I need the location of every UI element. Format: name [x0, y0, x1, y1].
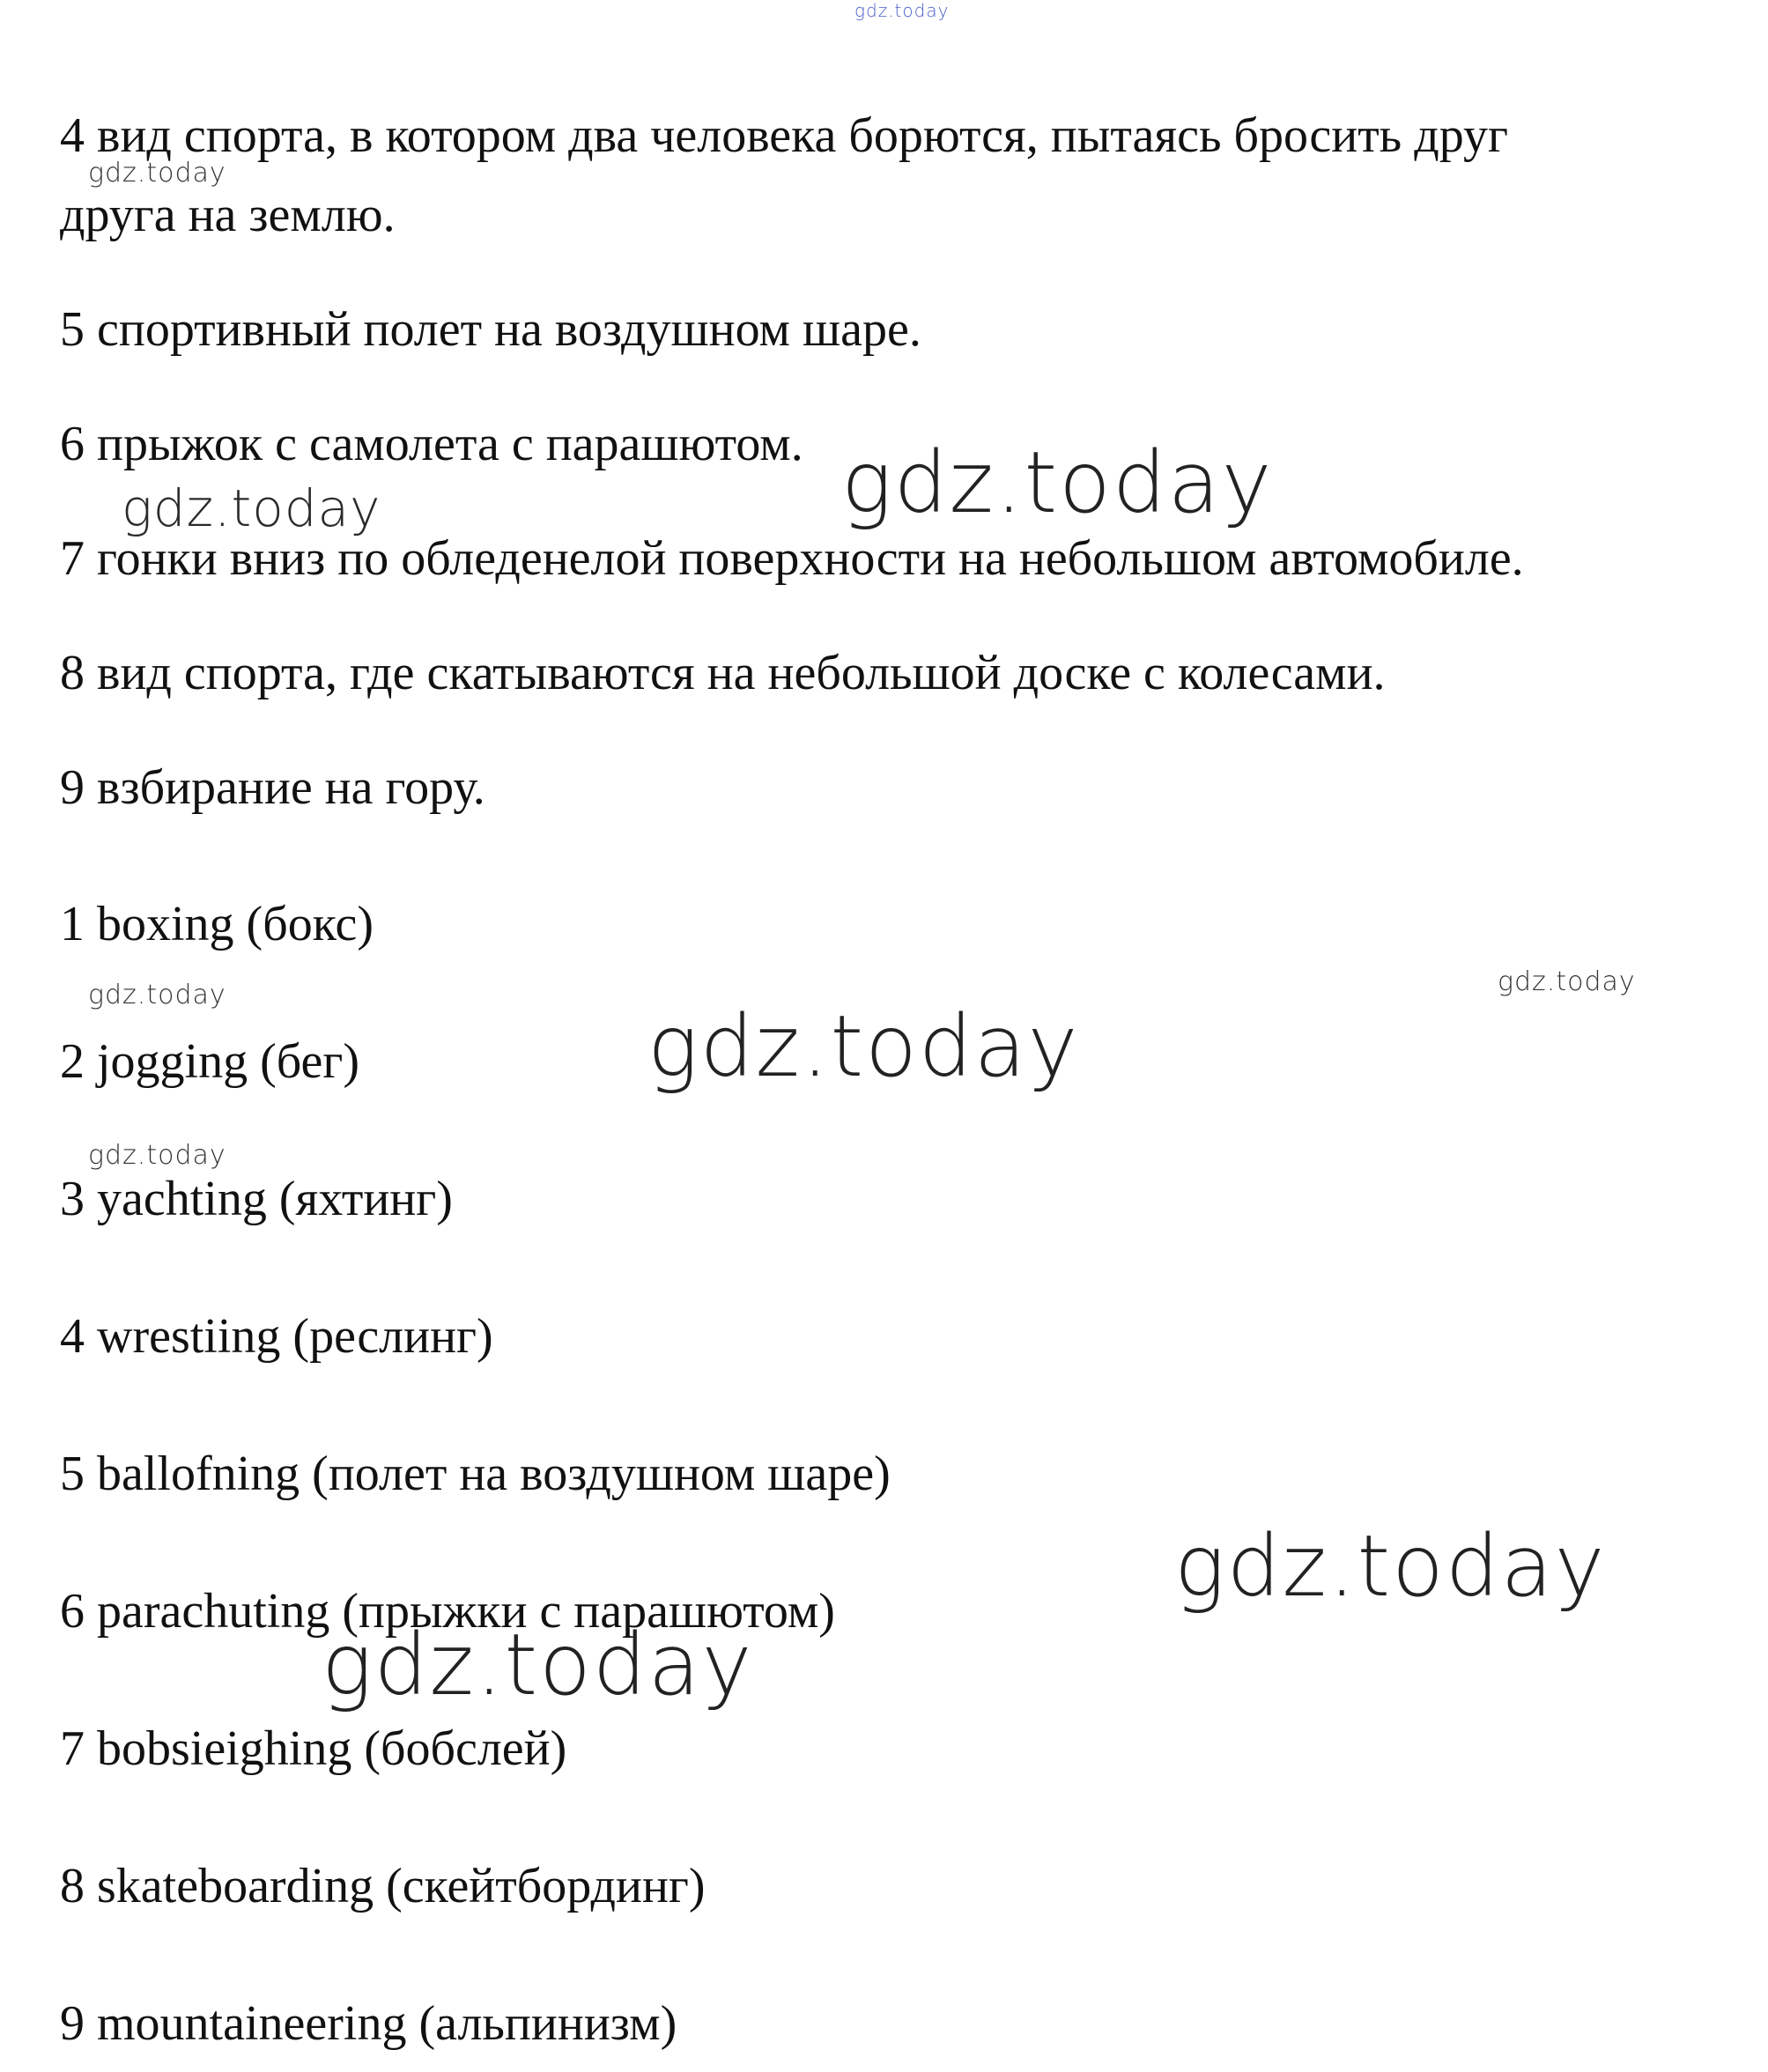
answer-line-5: 5 ballofning (полет на воздушном шаре): [60, 1447, 891, 1501]
watermark-2: gdz.today: [122, 478, 381, 538]
answer-line-8: 8 skateboarding (скейтбординг): [60, 1859, 706, 1913]
definition-line-4a: 4 вид спорта, в котором два человека борются, пытаясь бросить друг: [60, 108, 1508, 163]
answer-line-3: 3 yachting (яхтинг): [60, 1172, 453, 1226]
watermark-5: gdz.today: [1498, 966, 1636, 997]
watermark-3: gdz.today: [841, 433, 1274, 532]
definition-line-6: 6 прыжок с самолета с парашютом.: [60, 417, 803, 471]
watermark-8: gdz.today: [1174, 1517, 1607, 1616]
answer-line-6: 6 parachuting (прыжки с парашютом): [60, 1584, 835, 1639]
definition-line-8: 8 вид спорта, где скатываются на небольшой доске с колесами.: [60, 646, 1386, 700]
answer-line-7: 7 bobsieighing (бобслей): [60, 1721, 567, 1776]
watermark-9: gdz.today: [322, 1616, 754, 1714]
answer-line-1: 1 boxing (бокс): [60, 897, 374, 951]
answer-line-4: 4 wrestiing (реслинг): [60, 1309, 493, 1364]
answer-line-9: 9 mountaineering (альпинизм): [60, 1996, 677, 2051]
definition-line-5: 5 спортивный полет на воздушном шаре.: [60, 302, 921, 357]
watermark-top: gdz.today: [854, 0, 950, 21]
watermark-6: gdz.today: [647, 997, 1080, 1096]
definition-line-9: 9 взбирание на гору.: [60, 760, 485, 815]
answer-line-2: 2 jogging (бег): [60, 1034, 359, 1089]
definition-line-4b: друга на землю.: [60, 188, 396, 242]
watermark-1: gdz.today: [88, 158, 226, 189]
watermark-7: gdz.today: [88, 1140, 226, 1171]
watermark-4: gdz.today: [88, 980, 226, 1010]
definition-line-7: 7 гонки вниз по обледенелой поверхности на небольшом автомобиле.: [60, 531, 1524, 586]
